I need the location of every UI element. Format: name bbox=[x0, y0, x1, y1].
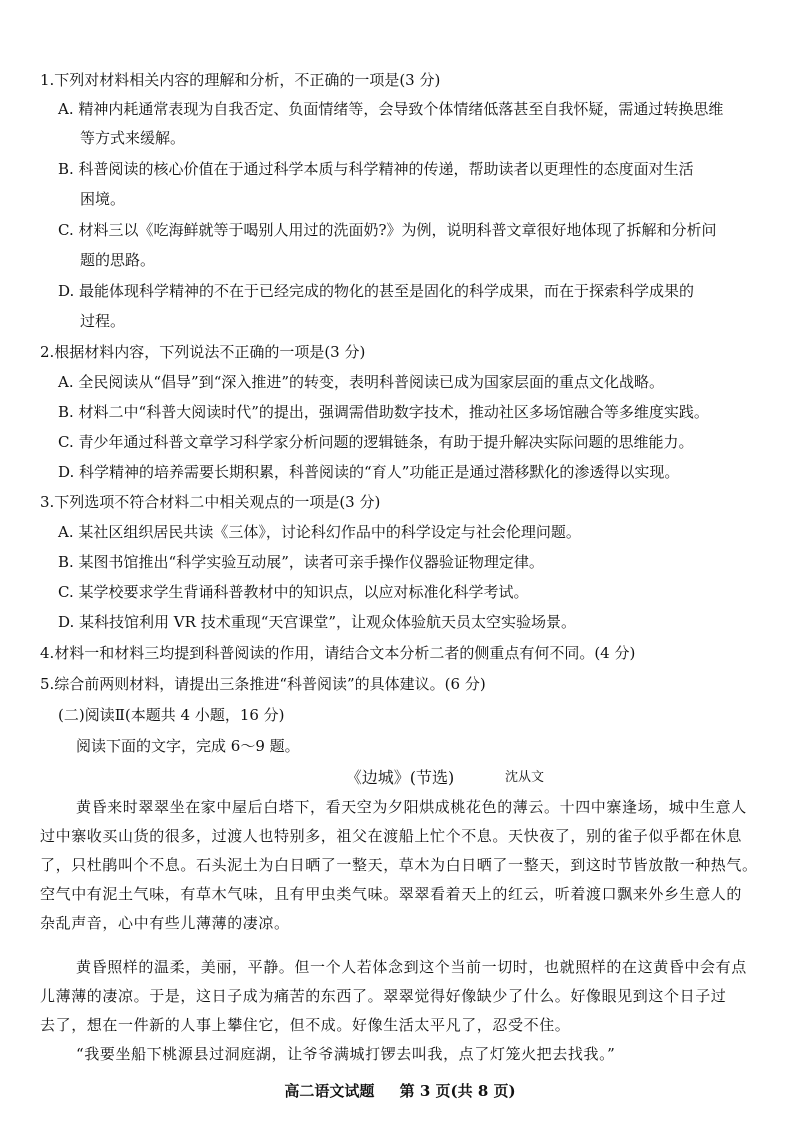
section-heading: (二)阅读Ⅱ(本题共 4 小题，16 分) bbox=[58, 706, 285, 724]
footer-page-number: 第 3 页(共 8 页) bbox=[399, 1082, 516, 1100]
passage-paragraph-1-line-1: 黄昏来时翠翠坐在家中屋后白塔下，看天空为夕阳烘成桃花色的薄云。十四中寨逢场，城中生意人 bbox=[76, 798, 747, 816]
question-1-option-c: C. 材料三以《吃海鲜就等于喝别人用过的洗面奶?》为例，说明科普文章很好地体现了拆解和分析问 bbox=[58, 221, 717, 239]
question-2-option-d: D. 科学精神的培养需要长期积累，科普阅读的“育人”功能正是通过潜移默化的渗透得以实现。 bbox=[58, 463, 680, 481]
passage-paragraph-2-line-1: 黄昏照样的温柔，美丽，平静。但一个人若体念到这个当前一切时，也就照样的在这黄昏中会有点 bbox=[76, 958, 747, 976]
passage-title: 《边城》(节选) bbox=[345, 768, 455, 787]
question-1-option-b-continued: 困境。 bbox=[80, 190, 126, 208]
passage-paragraph-1-line-5: 杂乱声音，心中有些儿薄薄的凄凉。 bbox=[40, 914, 290, 932]
passage-paragraph-1-line-3: 了，只杜鹃叫个不息。石头泥土为白日晒了一整天，草木为白日晒了一整天，到这时节皆放散一种热气。 bbox=[40, 856, 758, 874]
question-4: 4.材料一和材料三均提到科普阅读的作用，请结合文本分析二者的侧重点有何不同。(4 分) bbox=[40, 644, 636, 662]
question-2-option-b: B. 材料二中“科普大阅读时代”的提出，强调需借助数字技术，推动社区多场馆融合等多维度实践。 bbox=[58, 403, 709, 421]
question-3-stem: 3.下列选项不符合材料二中相关观点的一项是(3 分) bbox=[40, 493, 381, 511]
reading-instruction: 阅读下面的文字，完成 6～9 题。 bbox=[76, 737, 300, 755]
question-1-option-d: D. 最能体现科学精神的不在于已经完成的物化的甚至是固化的科学成果，而在于探索科学成果的 bbox=[58, 282, 695, 300]
question-1-option-b: B. 科普阅读的核心价值在于通过科学本质与科学精神的传递，帮助读者以更理性的态度面对生活 bbox=[58, 160, 694, 178]
question-1-option-a-continued: 等方式来缓解。 bbox=[80, 129, 186, 147]
question-1-option-a: A. 精神内耗通常表现为自我否定、负面情绪等，会导致个体情绪低落甚至自我怀疑，需通过转换思维 bbox=[58, 100, 724, 118]
question-2-option-c: C. 青少年通过科普文章学习科学家分析问题的逻辑链条，有助于提升解决实际问题的思维能力。 bbox=[58, 433, 694, 451]
passage-paragraph-1-line-2: 过中寨收买山货的很多，过渡人也特别多，祖父在渡船上忙个不息。天快夜了，别的雀子似乎都在休息 bbox=[40, 827, 743, 845]
question-2-stem: 2.根据材料内容，下列说法不正确的一项是(3 分) bbox=[40, 343, 366, 361]
question-3-option-b: B. 某图书馆推出“科学实验互动展”，读者可亲手操作仪器验证物理定律。 bbox=[58, 553, 544, 571]
question-1-option-c-continued: 题的思路。 bbox=[80, 251, 156, 269]
question-5: 5.综合前两则材料，请提出三条推进“科普阅读”的具体建议。(6 分) bbox=[40, 675, 486, 693]
question-2-option-a: A. 全民阅读从“倡导”到“深入推进”的转变，表明科普阅读已成为国家层面的重点文化战略。 bbox=[58, 373, 665, 391]
passage-author: 沈从文 bbox=[505, 770, 545, 785]
question-3-option-d: D. 某科技馆利用 VR 技术重现“天宫课堂”，让观众体验航天员太空实验场景。 bbox=[58, 613, 577, 631]
page-footer bbox=[0, 1081, 800, 1101]
question-3-option-a: A. 某社区组织居民共读《三体》，讨论科幻作品中的科学设定与社会伦理问题。 bbox=[58, 523, 581, 541]
question-3-option-c: C. 某学校要求学生背诵科普教材中的知识点，以应对标准化科学考试。 bbox=[58, 583, 529, 601]
passage-paragraph-2-line-3: 去了，想在一件新的人事上攀住它，但不成。好像生活太平凡了，忍受不住。 bbox=[40, 1016, 571, 1034]
footer-subject: 高二语文试题 bbox=[284, 1082, 375, 1100]
question-1-option-d-continued: 过程。 bbox=[80, 312, 126, 330]
passage-paragraph-1-line-4: 空气中有泥土气味，有草木气味，且有甲虫类气味。翠翠看着天上的红云，听着渡口飘来外乡生意人的 bbox=[40, 885, 743, 903]
question-1-stem: 1.下列对材料相关内容的理解和分析，不正确的一项是(3 分) bbox=[40, 71, 441, 89]
passage-paragraph-3: “我要坐船下桃源县过洞庭湖，让爷爷满城打锣去叫我，点了灯笼火把去找我。” bbox=[76, 1045, 616, 1063]
passage-paragraph-2-line-2: 儿薄薄的凄凉。于是，这日子成为痛苦的东西了。翠翠觉得好像缺少了什么。好像眼见到这个日子过 bbox=[40, 987, 727, 1005]
